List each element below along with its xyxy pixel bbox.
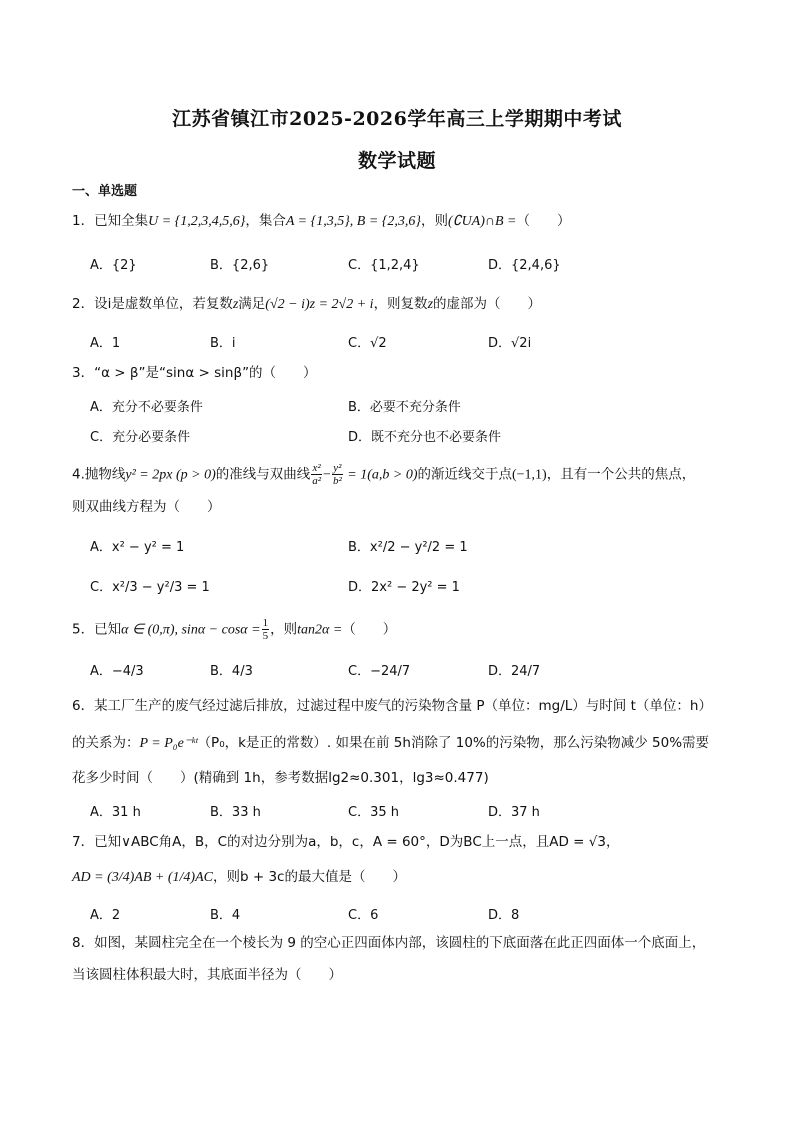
- q3-option-a: A．充分不必要条件: [90, 400, 203, 415]
- section-heading: 一、单选题: [72, 184, 138, 199]
- q7-vector-equation: AD = (3/4)AB + (1/4)AC: [72, 870, 213, 885]
- q3-option-d: D．既不充分也不必要条件: [348, 430, 502, 445]
- q1-expression: (∁UA)∩B =: [448, 214, 517, 229]
- q7-text-2: ，则b + 3c的最大值是（ ）: [212, 869, 406, 885]
- q5-option-a: A．−4/3: [90, 664, 144, 679]
- q2-option-b: B．i: [210, 336, 236, 351]
- q4-text-2: 的准线与双曲线: [215, 466, 311, 483]
- q7-option-d: D．8: [488, 908, 520, 923]
- q1-universal-set: U = {1,2,3,4,5,6}: [148, 214, 246, 229]
- q6-line-2: [72, 734, 709, 753]
- question-2: [72, 295, 541, 314]
- question-1: [72, 212, 571, 231]
- q7-option-c: C．6: [348, 908, 379, 923]
- q6-text-1: 的关系为：: [72, 735, 140, 751]
- q4-option-c: C．x²/3 − y²/3 = 1: [90, 580, 210, 595]
- q2-var-z: z: [232, 297, 239, 312]
- question-5: [72, 617, 396, 642]
- q1-sets: A = {1,3,5}, B = {2,3,6}: [285, 214, 421, 229]
- exam-title: 江苏省镇江市2025-2026学年高三上学期期中考试: [172, 108, 622, 130]
- q1-pre: 已知全集: [94, 213, 149, 229]
- q5-option-c: C．−24/7: [348, 664, 411, 679]
- q5-mid: ，则: [270, 621, 298, 638]
- q3-option-c: C．充分必要条件: [90, 430, 191, 445]
- q6-option-c: C．35 h: [348, 805, 399, 820]
- q2-text-3: ，则复数: [373, 296, 428, 312]
- question-7: 7．已知∨ABC角A，B，C的对边分别为a，b，c，A = 60°，D为BC上一点，且AD = √3，: [72, 834, 620, 850]
- question-4: 4.抛物线y² = 2px (p > 0)的准线与双曲线 $\frac{\text{x²}}{\text{a²}}$ − $\frac{\text{y²}}{\text{b²}}$ = 1(a,b > 0)的渐近线交于点(−1,1)，且有一个公共的焦点，: [72, 462, 696, 487]
- q4-text-3: 的渐近线交于点: [417, 466, 512, 483]
- q2-var-z-2: z: [427, 297, 434, 312]
- q6-text-2: （P₀，k是正的常数）. 如果在前 5h消除了 10%的污染物，那么污染物减少 50%需要: [197, 735, 710, 751]
- q5-option-b: B．4/3: [210, 664, 253, 679]
- q6-formula: P = P₀e⁻ᵏᵗ: [139, 736, 198, 751]
- q2-option-d: D．√2i: [488, 336, 532, 351]
- q2-option-a: A．1: [90, 336, 121, 351]
- q1-mid2: ，则: [421, 213, 448, 229]
- q6-line-3: 花多少时间（ ）(精确到 1h，参考数据lg2≈0.301，lg3≈0.477): [72, 770, 489, 786]
- q5-option-d: D．24/7: [488, 664, 541, 679]
- q4-parabola: y² = 2px (p > 0): [125, 467, 216, 483]
- q1-option-b: B．{2,6}: [210, 258, 270, 273]
- q7-option-b: B．4: [210, 908, 241, 923]
- q5-paren: （ ）: [342, 621, 397, 638]
- q4-frac-y: $\frac{\text{y²}}{\text{b²}}$: [332, 462, 342, 487]
- q4-line-2: 则双曲线方程为（ ）: [72, 499, 221, 515]
- exam-subtitle: 数学试题: [357, 150, 436, 172]
- q6-option-a: A．31 h: [90, 805, 141, 820]
- question-8: 8．如图，某圆柱完全在一个棱长为 9 的空心正四面体内部，该圆柱的下底面落在此正四面体一个底面上，: [72, 935, 706, 951]
- question-6: 6．某工厂生产的废气经过滤后排放，过滤过程中废气的污染物含量 P（单位：mg/L）与时间 t（单位：h）: [72, 698, 712, 714]
- q7-option-a: A．2: [90, 908, 121, 923]
- q1-option-d: D．{2,4,6}: [488, 258, 561, 273]
- q3-option-b: B．必要不充分条件: [348, 400, 461, 415]
- q4-option-d: D．2x² − 2y² = 1: [348, 580, 460, 595]
- q6-option-d: D．37 h: [488, 805, 540, 820]
- q2-text-1: 2．设i是虚数单位，若复数: [72, 296, 233, 312]
- q2-text-2: 满足: [238, 296, 266, 312]
- q4-point: (−1,1): [511, 467, 547, 483]
- q2-equation: (√2 − i)z = 2√2 + i: [265, 297, 374, 312]
- q4-text-1: 4.抛物线: [72, 466, 126, 483]
- q4-option-a: A．x² − y² = 1: [90, 540, 185, 555]
- q5-ask: tan2α =: [297, 622, 343, 638]
- q7-line-2: [72, 868, 406, 887]
- q6-option-b: B．33 h: [210, 805, 261, 820]
- q1-mid: ，集合: [245, 213, 286, 229]
- q8-line-2: 当该圆柱体积最大时，其底面半径为（ ）: [72, 967, 342, 983]
- q4-hyper-tail: = 1(a,b > 0): [343, 467, 418, 483]
- q4-option-b: B．x²/2 − y²/2 = 1: [348, 540, 468, 555]
- q5-condition: α ∈ (0,π), sinα − cosα =: [121, 622, 261, 638]
- q2-text-4: 的虚部为（ ）: [433, 296, 542, 312]
- q2-option-c: C．√2: [348, 336, 387, 351]
- q5-fraction: $\frac{1}{5}$: [262, 617, 269, 642]
- q1-paren: （ ）: [516, 213, 571, 229]
- q5-pre: 5．已知: [72, 621, 122, 638]
- question-3: 3．“α > β”是“sinα > sinβ”的（ ）: [72, 365, 317, 381]
- q1-option-c: C．{1,2,4}: [348, 258, 420, 273]
- q4-frac-x: $\frac{\text{x²}}{\text{a²}}$: [312, 462, 322, 487]
- q1-option-a: A．{2}: [90, 258, 137, 273]
- q1-number: 1．: [72, 213, 95, 229]
- q4-text-4: ，且有一个公共的焦点，: [546, 466, 696, 483]
